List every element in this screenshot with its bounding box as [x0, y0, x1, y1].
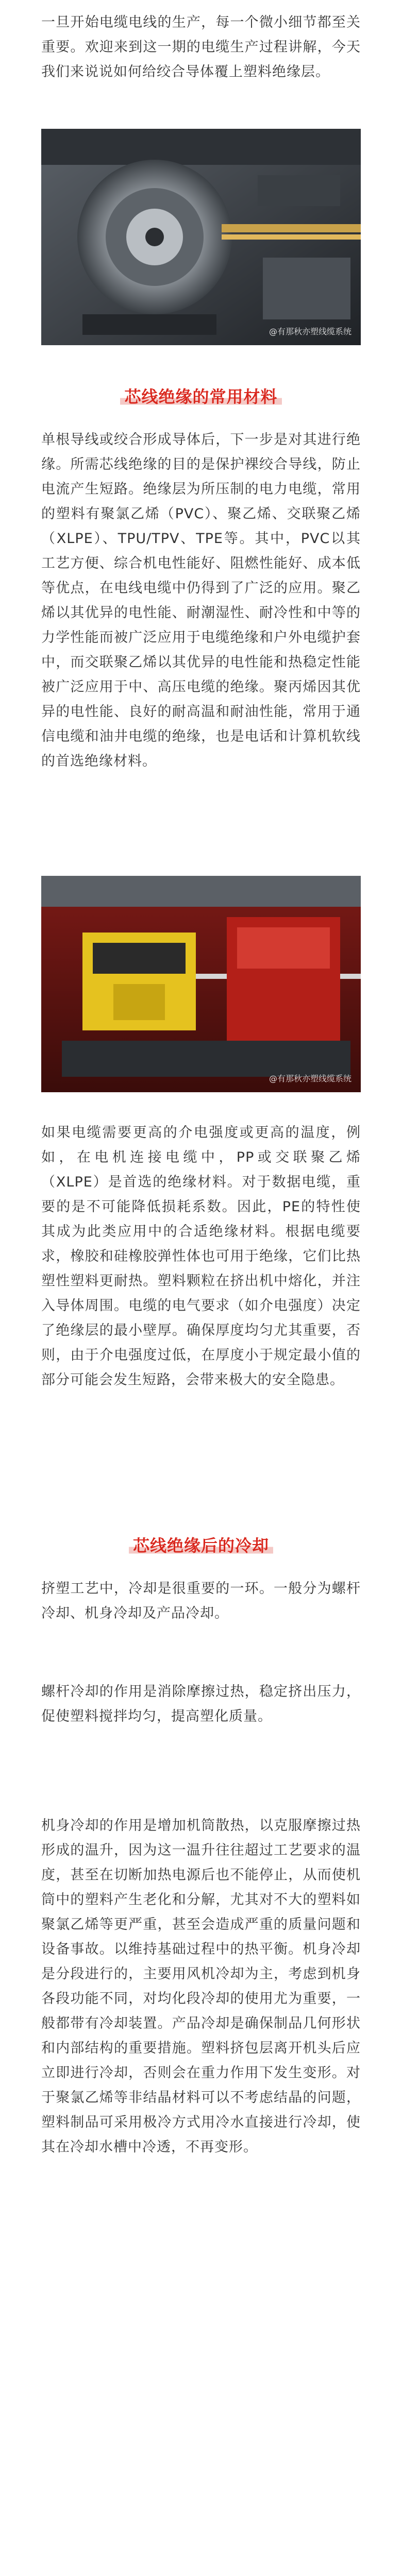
section-heading-cooling: [41, 1533, 361, 1556]
intro-paragraph: 一旦开始电缆电线的生产，每一个微小细节都至关重要。欢迎来到这一期的电缆生产过程讲解，今天我们来说说如何给绞合导体覆上塑料绝缘层。: [41, 14, 361, 80]
section-heading-materials: [41, 384, 361, 408]
photo-watermark: @有那秋亦塑线缆系统: [269, 327, 351, 336]
extruder-head-illustration: [41, 129, 361, 345]
cooling-paragraph-2: 螺杆冷却的作用是消除摩擦过热，稳定挤出压力，促使塑料搅拌均匀，提高塑化质量。: [41, 1684, 361, 1724]
extruder-head-photo: [41, 129, 361, 345]
measuring-device-illustration: [41, 876, 361, 1092]
cooling-paragraph-1: 挤塑工艺中，冷却是很重要的一环。一般分为螺杆冷却、机身冷却及产品冷却。: [41, 1581, 361, 1621]
heading-text: 芯线绝缘的常用材料: [120, 384, 281, 408]
heading-text: 芯线绝缘后的冷却: [129, 1533, 273, 1556]
photo-watermark: @有那秋亦塑线缆系统: [269, 1074, 351, 1083]
cooling-paragraph-3: 机身冷却的作用是增加机筒散热，以克服摩擦过热形成的温升，因为这一温升往往超过工艺要求的温度，甚至在切断加热电源后也不能停止，从而使机筒中的塑料产生老化和分解，尤其对不大的塑料如聚氯乙烯等更严重，甚至会造成严重的质量问题和设备事故。以维持基础过程中的热平衡。机身冷却是分段进行的，主要用风机冷却为主，考虑到机身各段功能不同，对均化段冷却的使用尤为重要，一般都带有冷却装置。产品冷却是确保制品几何形状和内部结构的重要措施。塑料挤包层离开机头后应立即进行冷却，否则会在重力作用下发生变形。对于聚氯乙烯等非结晶材料可以不考虑结晶的问题，塑料制品可采用极冷方式用冷水直接进行冷却，使其在冷却水槽中冷透，不再变形。: [41, 1818, 361, 2155]
measuring-device-photo: [41, 876, 361, 1092]
materials-paragraph-2: 如果电缆需要更高的介电强度或更高的温度，例如，在电机连接电缆中，PP或交联聚乙烯（XLPE）是首选的绝缘材料。对于数据电缆，重要的是不可能降低损耗系数。因此，PE的特性使其成为此类应用中的合适绝缘材料。根据电缆要求，橡胶和硅橡胶弹性体也可用于绝缘，它们比热塑性塑料更耐热。塑料颗粒在挤出机中熔化，并注入导体周围。电缆的电气要求（如介电强度）决定了绝缘层的最小壁厚。确保厚度均匀尤其重要，否则，由于介电强度过低，在厚度小于规定最小值的部分可能会发生短路，会带来极大的安全隐患。: [41, 1125, 361, 1388]
materials-paragraph-1: 单根导线或绞合形成导体后，下一步是对其进行绝缘。所需芯线绝缘的目的是保护裸绞合导线，防止电流产生短路。绝缘层为所压制的电力电缆，常用的塑料有聚氯乙烯（PVC）、聚乙烯、交联聚乙烯（XLPE）、TPU/TPV、TPE等。其中，PVC以其工艺方便、综合机电性能好、阻燃性能好、成本低等优点，在电线电缆中仍得到了广泛的应用。聚乙烯以其优异的电性能、耐潮湿性、耐冷性和中等的力学性能而被广泛应用于电缆绝缘和户外电缆护套中，而交联聚乙烯以其优异的电性能和热稳定性能被广泛应用于中、高压电缆的绝缘。聚丙烯因其优异的电性能、良好的耐高温和耐油性能，常用于通信电缆和油井电缆的绝缘，也是电话和计算机软线的首选绝缘材料。: [41, 432, 361, 769]
